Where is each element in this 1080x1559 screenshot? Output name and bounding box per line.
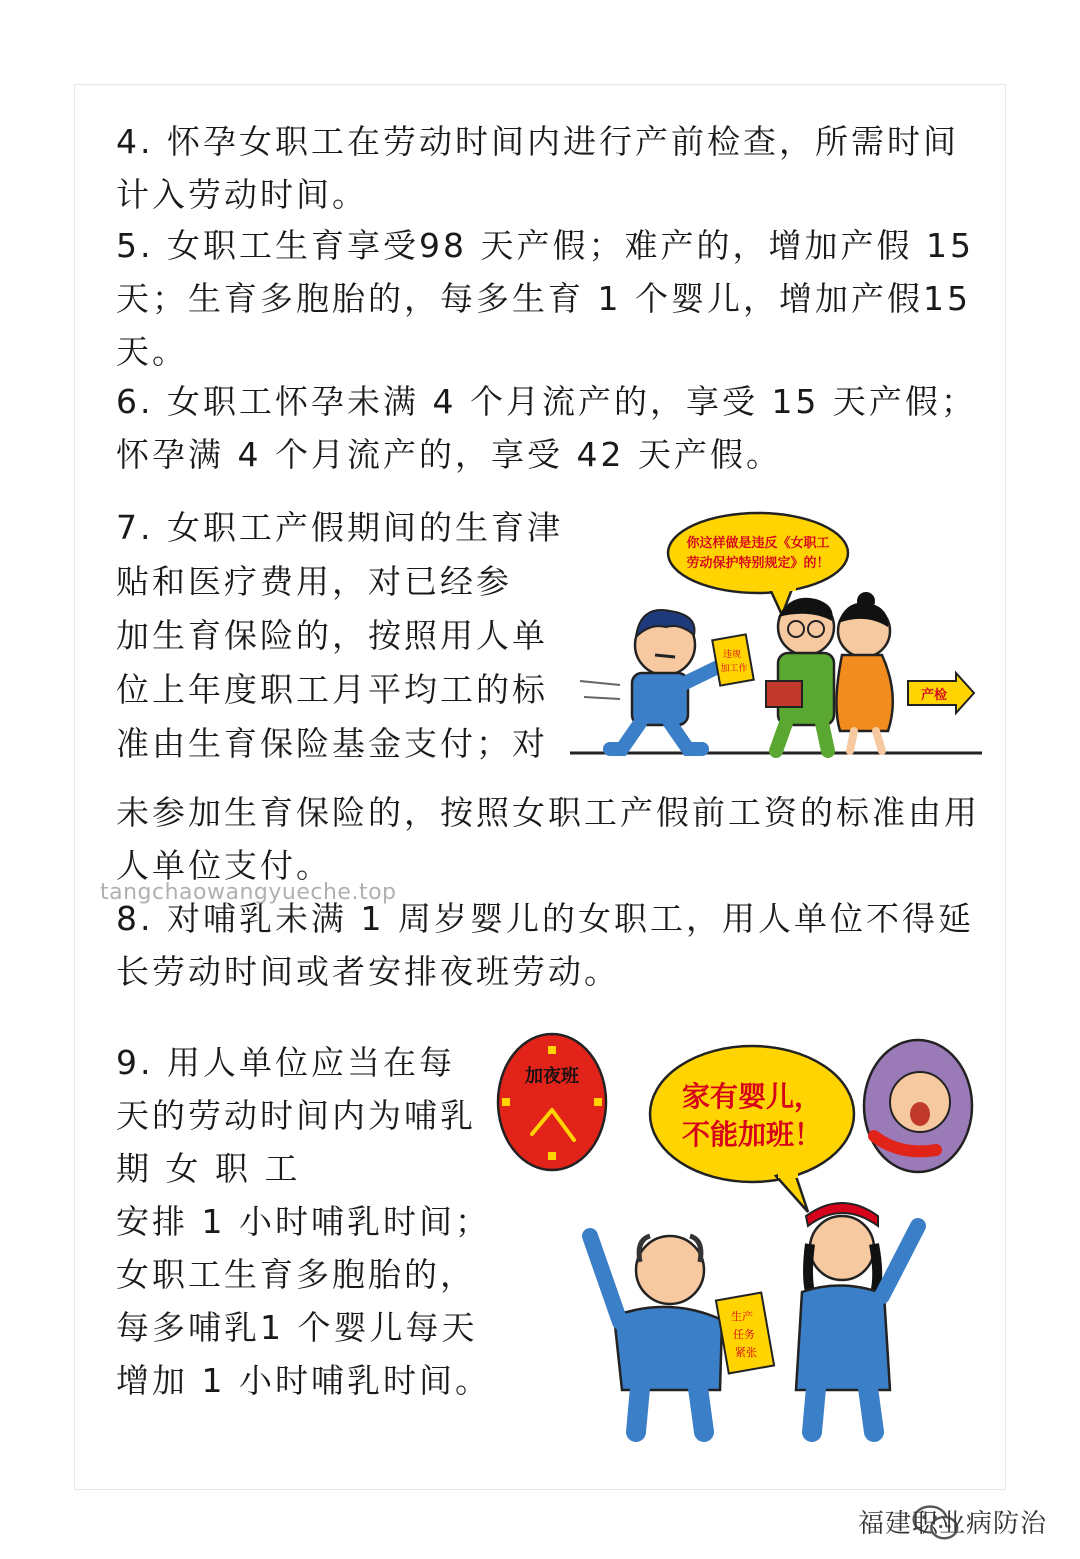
item-8-line: 8. 对哺乳未满 1 周岁婴儿的女职工，用人单位不得延: [116, 899, 974, 938]
item-4: [116, 115, 959, 221]
item-9-line: 女职工生育多胞胎的，: [116, 1255, 476, 1294]
uniformed-woman-figure: [796, 1203, 918, 1432]
item-7-line: 准由生育保险基金支付；对: [116, 724, 548, 763]
item-9-line: 每多哺乳1 个婴儿每天: [116, 1308, 478, 1347]
document-line: 紧张: [735, 1346, 757, 1359]
speech-line: 劳动保护特别规定》的！: [686, 556, 830, 571]
item-4-line: 计入劳动时间。: [116, 175, 368, 214]
item-7-line: 位上年度职工月平均工的标: [116, 670, 548, 709]
item-7-line: 7. 女职工产假期间的生育津: [116, 508, 563, 547]
document-icon: [712, 634, 753, 685]
sign-text: 产检: [920, 688, 948, 703]
item-5-line: 天。: [116, 332, 188, 371]
speech-bubble: [668, 513, 848, 615]
document-line: 生产: [731, 1310, 753, 1323]
item-5: [116, 219, 974, 378]
item-7: [116, 501, 563, 771]
speech-line: 不能加班！: [681, 1118, 823, 1151]
pregnant-woman-figure: [836, 592, 892, 751]
item-5-line: 5. 女职工生育享受98 天产假；难产的，增加产假 15: [116, 226, 974, 265]
speech-line: 家有婴儿，: [681, 1080, 823, 1113]
item-9-line: 期 女 职 工: [116, 1149, 301, 1188]
item-8: [116, 892, 974, 998]
item-6-line: 怀孕满 4 个月流产的，享受 42 天产假。: [116, 435, 782, 474]
document-line: 任务: [733, 1328, 755, 1341]
document-icon: [716, 1293, 774, 1374]
cartoon-no-overtime: [490, 1030, 990, 1450]
item-7-line: 人单位支付。: [116, 846, 332, 885]
item-7-continued: [116, 786, 980, 892]
document-line: 违规: [722, 650, 742, 660]
item-9-line: 安排 1 小时哺乳时间；: [116, 1202, 491, 1241]
man-with-glasses-figure: [766, 598, 834, 751]
item-6-line: 6. 女职工怀孕未满 4 个月流产的，享受 15 天产假；: [116, 382, 977, 421]
crying-baby-icon: [864, 1040, 972, 1172]
angry-man-figure: [580, 610, 722, 749]
item-9-line: 天的劳动时间内为哺乳: [116, 1096, 476, 1135]
item-9: [116, 1036, 491, 1407]
source-account-name: 福建职业病防治: [858, 1509, 1048, 1539]
item-7-line: 贴和医疗费用，对已经参: [116, 562, 512, 601]
watermark-text: tangchaowangyueche.top: [100, 880, 397, 905]
speech-bubble: [650, 1046, 854, 1212]
item-9-line: 9. 用人单位应当在每: [116, 1043, 455, 1082]
item-7-line: 未参加生育保险的，按照女职工产假前工资的标准由用: [116, 793, 980, 832]
cartoon-maternity-checkup: [570, 505, 990, 760]
item-8-line: 长劳动时间或者安排夜班劳动。: [116, 952, 620, 991]
bald-man-figure: [590, 1236, 722, 1432]
item-5-line: 天；生育多胞胎的，每多生育 1 个婴儿，增加产假15: [116, 279, 971, 318]
arrow-sign: [908, 673, 974, 713]
document-line: 加工作: [720, 664, 748, 674]
item-7-line: 加生育保险的，按照用人单: [116, 616, 548, 655]
item-9-line: 增加 1 小时哺乳时间。: [116, 1361, 491, 1400]
clock-label: 加夜班: [525, 1066, 579, 1087]
clock-icon: [498, 1034, 606, 1170]
item-6: [116, 375, 977, 481]
speech-line: 你这样做是违反《女职工: [686, 536, 830, 551]
item-4-line: 4. 怀孕女职工在劳动时间内进行产前检查，所需时间: [116, 122, 959, 161]
